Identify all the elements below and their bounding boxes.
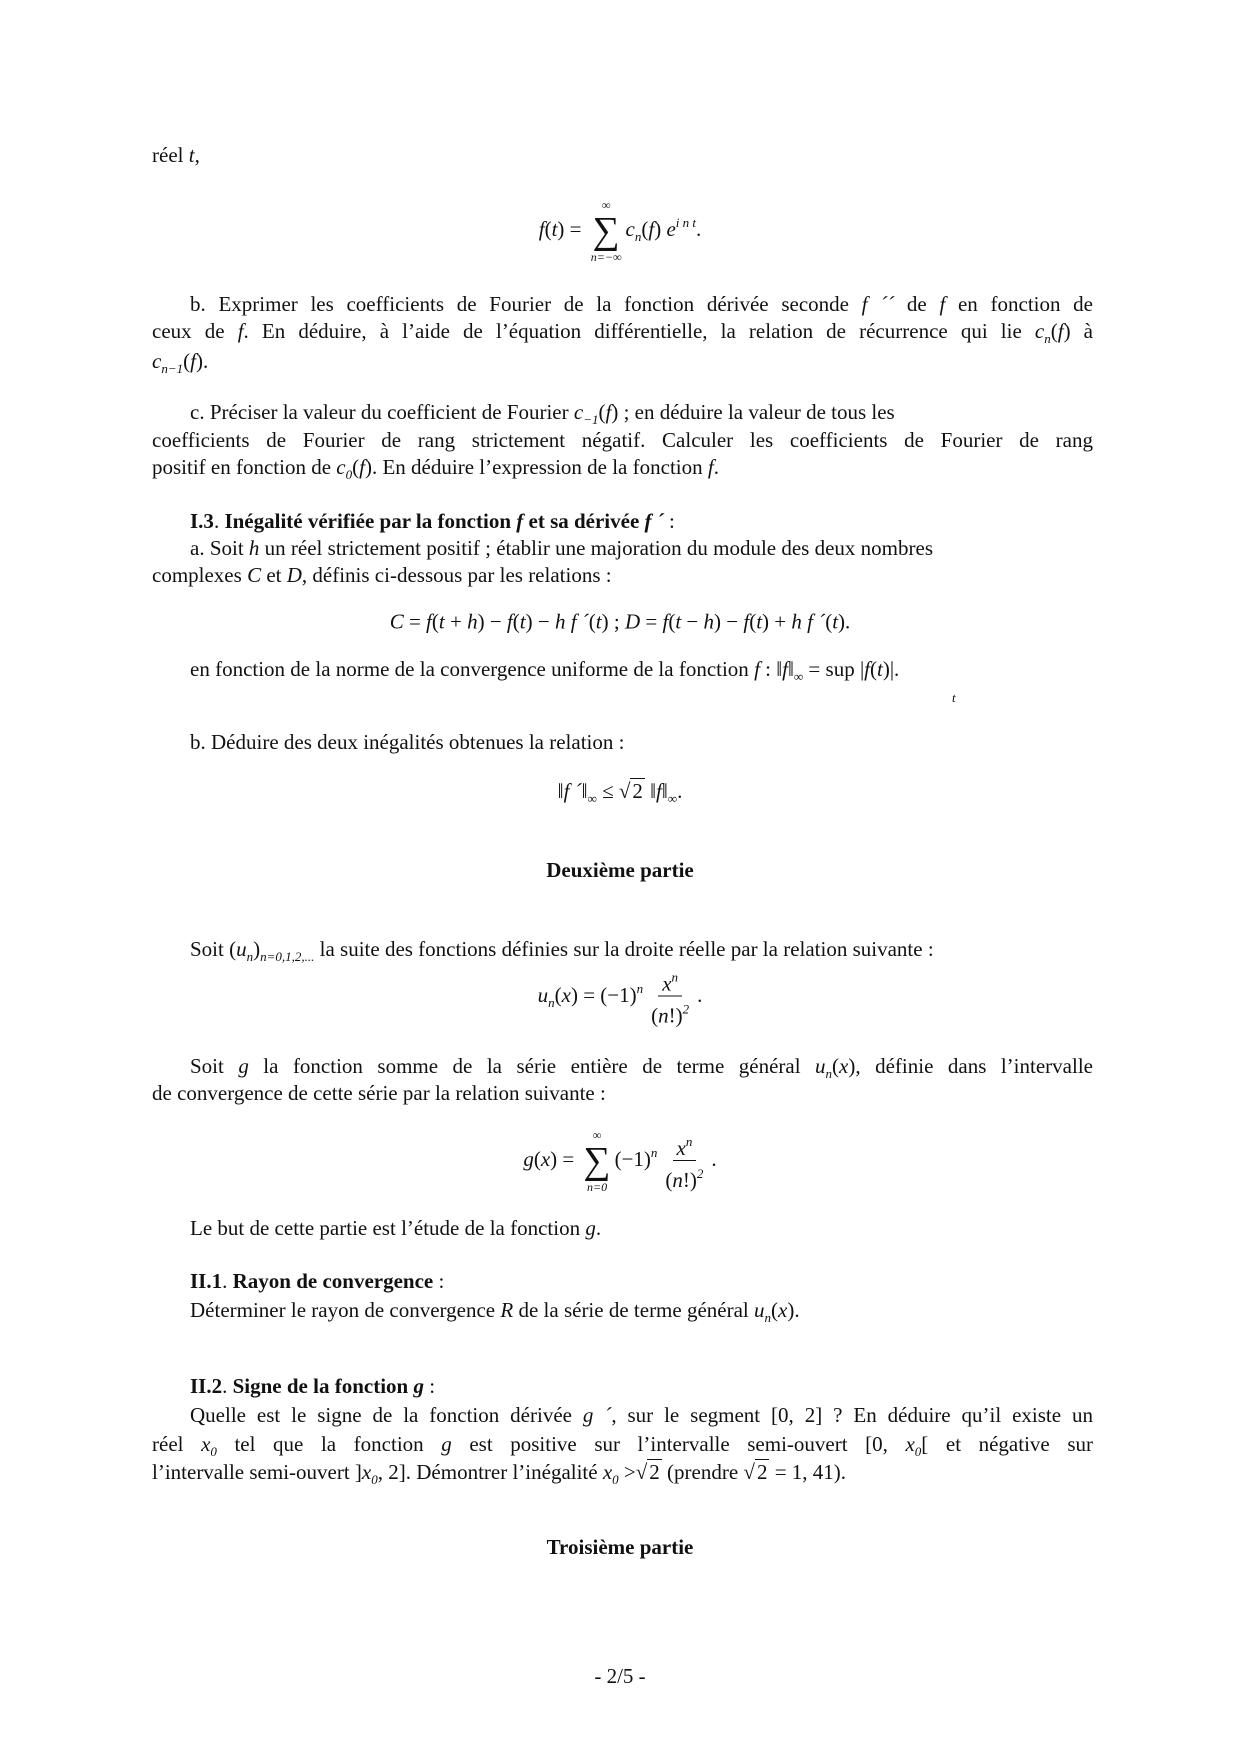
sum-lower-bound: n=0 <box>586 1180 608 1194</box>
text: = <box>640 609 663 634</box>
text: ‖ <box>581 779 588 803</box>
sigma-symbol: ∑ <box>592 210 620 252</box>
text: réel <box>152 1432 202 1456</box>
text: ( <box>431 609 439 634</box>
math-symbol: f ´´ <box>861 292 895 316</box>
math-symbol: f <box>656 779 662 803</box>
part-heading-deuxieme <box>0 856 1240 884</box>
text-line <box>152 1079 606 1107</box>
sum-upper-bound: ∞ <box>592 1128 602 1142</box>
superscript: n <box>671 969 679 985</box>
text: ( <box>598 400 606 424</box>
math-symbol: x <box>602 1460 613 1484</box>
text: = 1, 41). <box>769 1460 847 1484</box>
text: c. Préciser la valeur du coefficient de Fourier <box>190 400 574 424</box>
math-symbol: u <box>537 982 549 1007</box>
section-heading-2-1 <box>190 1267 444 1295</box>
text: ‖ <box>644 779 657 803</box>
text: ) − <box>525 609 555 634</box>
math-symbol: g <box>585 1216 596 1240</box>
math-symbol: C <box>247 563 262 587</box>
text: )|. <box>882 657 900 681</box>
math-symbol: e <box>666 216 676 241</box>
text-line <box>190 1296 800 1332</box>
text: = <box>403 609 427 634</box>
equation-g <box>0 1127 1240 1195</box>
equation-un <box>0 966 1240 1029</box>
subscript: ∞ <box>667 791 678 806</box>
superscript: n <box>650 1144 658 1160</box>
text: ( <box>641 216 649 241</box>
math-symbol: Troisième partie <box>546 1535 694 1559</box>
math-symbol: t <box>438 609 445 634</box>
subscript: 0 <box>345 467 353 482</box>
text: , définis ci-dessous par les relations : <box>301 563 612 587</box>
text: : <box>433 1269 445 1293</box>
text: . <box>222 1374 233 1398</box>
text-line <box>152 317 1093 353</box>
equation-fourier-series <box>0 197 1240 265</box>
text: . <box>713 455 719 479</box>
text: ) <box>654 216 667 241</box>
summation <box>591 197 622 265</box>
question-1-3-a <box>190 534 933 562</box>
math-symbol: f <box>237 319 244 343</box>
subscript: n=0,1,2,... <box>260 949 315 964</box>
math-symbol: g <box>238 1054 249 1078</box>
superscript: i n t <box>675 214 696 230</box>
math-symbol: f <box>359 455 365 479</box>
text: ceux de <box>152 319 238 343</box>
math-symbol: f ´ <box>644 509 664 533</box>
page-number: - 2/5 - <box>594 1664 646 1688</box>
text: en fonction de la norme de la convergence uniforme de la fonction <box>190 657 755 681</box>
math-symbol: f <box>538 216 545 241</box>
math-symbol: x <box>662 971 672 996</box>
subscript: 0 <box>914 1444 922 1459</box>
math-symbol: R <box>500 1298 514 1322</box>
radicand: 2 <box>649 1460 660 1484</box>
math-symbol: D <box>624 609 641 634</box>
summation <box>583 1127 610 1195</box>
text: ) − <box>477 609 507 634</box>
equation-norm-inequality <box>0 779 1240 807</box>
sum-upper-bound: ∞ <box>601 198 611 212</box>
math-symbol: g <box>413 1374 424 1398</box>
math-symbol: f <box>939 292 946 316</box>
text-line <box>152 1458 846 1494</box>
square-root <box>619 778 645 803</box>
text: , 2]. Démontrer l’inégalité <box>377 1460 603 1484</box>
text-line <box>190 1214 601 1242</box>
text: , <box>194 143 200 167</box>
math-symbol: x <box>201 1432 211 1456</box>
math-symbol: c <box>573 400 584 424</box>
fraction-numerator <box>673 1130 697 1161</box>
text: ( <box>352 455 360 479</box>
fraction-numerator <box>658 966 682 997</box>
math-symbol: f <box>743 609 750 634</box>
subscript: n−1 <box>161 361 184 376</box>
superscript: n <box>685 1133 693 1149</box>
math-symbol: Rayon de convergence <box>232 1269 434 1293</box>
text: a. Soit <box>190 536 249 560</box>
text: ‖ <box>661 779 668 803</box>
superscript: 2 <box>696 1165 704 1181</box>
text: ) ; <box>601 609 625 634</box>
text: positif en fonction de <box>152 455 337 479</box>
text: ( <box>651 1003 659 1028</box>
math-symbol: Signe de la fonction <box>232 1374 414 1398</box>
math-symbol: II.1 <box>190 1269 223 1293</box>
radicand: 2 <box>632 779 643 803</box>
subscript: −1 <box>583 412 599 427</box>
text: Quelle est le signe de la fonction dérivée <box>190 1403 583 1427</box>
text: complexes <box>152 563 248 587</box>
subscript: 0 <box>371 1472 378 1487</box>
text: de convergence de cette série par la relation suivante : <box>152 1081 606 1105</box>
text: : <box>663 509 675 533</box>
section-heading-2-2 <box>190 1372 435 1400</box>
text-line <box>152 453 719 489</box>
text: . <box>213 509 225 533</box>
text: ( <box>771 1298 779 1322</box>
math-symbol: f <box>864 657 870 681</box>
subscript: ∞ <box>793 669 804 684</box>
text: ( <box>749 609 757 634</box>
text: Le but de cette partie est l’étude de la fonction <box>190 1216 586 1240</box>
text: . <box>697 982 703 1007</box>
math-symbol: u <box>815 1054 826 1078</box>
math-symbol: t <box>756 609 763 634</box>
text: ( <box>665 1167 673 1192</box>
text: ≤ <box>596 779 619 803</box>
question-1-3-b <box>190 728 624 756</box>
text: Soit <box>190 1054 239 1078</box>
math-symbol: t <box>877 657 883 681</box>
text: − <box>681 609 704 634</box>
text: réel <box>152 143 189 167</box>
subscript: n <box>1044 331 1051 346</box>
math-symbol: x <box>839 1054 849 1078</box>
subscript: 0 <box>210 1444 217 1459</box>
text: ), définie dans l’intervalle <box>848 1054 1093 1078</box>
math-symbol: f ´ <box>563 779 582 803</box>
text: ). <box>195 349 209 373</box>
text: ) à <box>1063 319 1093 343</box>
text: ) = (−1) <box>570 982 637 1007</box>
text-line <box>190 1401 1093 1429</box>
text: (prendre <box>661 1460 744 1484</box>
section-heading-1-3 <box>190 507 675 535</box>
part-heading-troisieme <box>0 1533 1240 1561</box>
radical-sign: √ <box>635 1460 648 1484</box>
math-symbol: f <box>662 609 669 634</box>
text: un réel strictement positif ; établir une majoration du module des deux nombres <box>259 536 934 560</box>
text: de la série de terme général <box>513 1298 755 1322</box>
text: ) = <box>550 1146 580 1171</box>
text: ( <box>870 657 877 681</box>
math-symbol: C <box>389 609 404 634</box>
math-symbol: n <box>672 1167 683 1192</box>
text-line <box>152 426 1093 454</box>
subscript: n <box>764 1310 772 1325</box>
text: la fonction somme de la série entière de terme général <box>248 1054 816 1078</box>
text: (−1) <box>614 1146 651 1171</box>
text: ( <box>588 609 596 634</box>
text: ( <box>533 1146 541 1171</box>
math-symbol: h <box>248 536 260 560</box>
math-symbol: x <box>905 1432 915 1456</box>
text: ) − <box>714 609 744 634</box>
text: = sup | <box>803 657 865 681</box>
math-symbol: f <box>426 609 432 634</box>
text: ( <box>1050 319 1058 343</box>
math-symbol: g <box>441 1432 452 1456</box>
math-symbol: f <box>754 657 760 681</box>
math-symbol: t <box>675 609 682 634</box>
subscript: n <box>548 994 555 1010</box>
math-symbol: t <box>832 609 839 634</box>
text: . <box>595 1216 602 1240</box>
math-symbol: I.3 <box>190 509 214 533</box>
text: ‖ <box>557 779 564 803</box>
math-symbol: t <box>595 609 602 634</box>
text-line <box>190 655 899 691</box>
math-symbol: x <box>676 1135 686 1160</box>
sum-lower-bound: n=−∞ <box>590 250 622 264</box>
text-line <box>152 141 200 169</box>
text: ) = <box>557 216 587 241</box>
text: , sur le segment [0, 2] ? En déduire qu’il existe un <box>611 1403 1093 1427</box>
square-root <box>636 1459 662 1484</box>
text: . <box>677 779 683 803</box>
superscript: n <box>636 980 644 996</box>
subscript: 0 <box>612 1472 619 1487</box>
math-symbol: u <box>236 937 247 961</box>
math-symbol: t <box>519 609 526 634</box>
subscript: ∞ <box>587 791 597 806</box>
math-symbol: c <box>152 349 162 373</box>
math-symbol: t <box>188 143 195 167</box>
sigma-symbol: ∑ <box>583 1140 611 1182</box>
math-symbol: Deuxième partie <box>546 858 694 882</box>
math-symbol: h <box>467 609 478 634</box>
math-symbol: et sa dérivée <box>523 509 645 533</box>
math-symbol: f <box>506 609 513 634</box>
text: + <box>444 609 468 634</box>
text: : <box>423 1374 436 1398</box>
text: . <box>696 216 702 241</box>
subscript: n <box>246 949 254 964</box>
text: : ‖ <box>759 657 783 681</box>
text: b. Déduire des deux inégalités obtenues la relation : <box>190 730 625 754</box>
math-symbol: x <box>778 1298 788 1322</box>
fraction-denominator <box>647 997 693 1029</box>
text: ( <box>668 609 676 634</box>
math-symbol: f <box>782 657 788 681</box>
fraction <box>647 966 693 1029</box>
text: ( <box>512 609 520 634</box>
text: de <box>894 292 940 316</box>
text: ( <box>554 982 562 1007</box>
text: la suite des fonctions définies sur la droite réelle par la relation suivante : <box>314 937 934 961</box>
text-line <box>152 561 612 589</box>
superscript: 2 <box>682 1001 690 1017</box>
math-symbol: g ´ <box>582 1403 612 1427</box>
text: Déterminer le rayon de convergence <box>190 1298 501 1322</box>
text: . <box>711 1146 717 1171</box>
radical-sign: √ <box>618 779 631 803</box>
text: l’intervalle semi-ouvert ] <box>152 1460 362 1484</box>
math-symbol: x <box>561 982 571 1007</box>
subscript: n <box>825 1066 833 1081</box>
math-symbol: h f ´ <box>554 609 589 634</box>
text: . En déduire, à l’aide de l’équation différentielle, la relation de récurrence qui lie <box>243 319 1035 343</box>
text: ( <box>544 216 552 241</box>
math-symbol: f <box>190 349 196 373</box>
math-symbol: f <box>1057 319 1064 343</box>
text: . <box>222 1269 233 1293</box>
text: > <box>618 1460 636 1484</box>
text: ) <box>253 937 261 961</box>
square-root <box>743 1459 769 1484</box>
math-symbol: c <box>625 216 635 241</box>
sup-subscript: t <box>952 690 956 705</box>
math-symbol: u <box>754 1298 765 1322</box>
math-symbol: c <box>1034 319 1045 343</box>
text: ). <box>787 1298 800 1322</box>
radicand: 2 <box>756 1460 768 1484</box>
text: [ et négative sur <box>921 1432 1093 1456</box>
text: ) + <box>762 609 792 634</box>
math-symbol: f <box>516 509 524 533</box>
math-symbol: h f ´ <box>791 609 826 634</box>
text: en fonction de <box>945 292 1094 316</box>
math-symbol: f <box>648 216 655 241</box>
text: ( <box>183 349 191 373</box>
math-symbol: II.2 <box>190 1374 223 1398</box>
text: tel que la fonction <box>216 1432 442 1456</box>
math-symbol: f <box>707 455 714 479</box>
text: !) <box>682 1167 697 1192</box>
math-symbol: Inégalité vérifiée par la fonction <box>224 509 517 533</box>
text: ). <box>838 609 851 634</box>
math-symbol: c <box>336 455 346 479</box>
math-symbol: x <box>361 1460 372 1484</box>
math-symbol: h <box>703 609 714 634</box>
math-symbol: f <box>605 400 612 424</box>
subscript: n <box>634 228 642 244</box>
question-1-2-b <box>190 290 1093 318</box>
math-symbol: n <box>658 1003 669 1028</box>
math-symbol: D <box>286 563 302 587</box>
text-line <box>152 347 208 383</box>
radical-sign: √ <box>743 1460 755 1484</box>
text: coefficients de Fourier de rang strictement négatif. Calculer les coefficients de Fourier de rang <box>152 428 1093 452</box>
fraction <box>661 1130 707 1193</box>
text: ( <box>832 1054 840 1078</box>
text: Soit ( <box>190 937 237 961</box>
math-symbol: g <box>523 1146 534 1171</box>
math-symbol: x <box>540 1146 551 1171</box>
text: ) ; en déduire la valeur de tous les <box>611 400 895 424</box>
text: est positive sur l’intervalle semi-ouvert [0, <box>451 1432 906 1456</box>
text: et <box>261 563 287 587</box>
text: !) <box>668 1003 683 1028</box>
text: ( <box>825 609 833 634</box>
text: ‖ <box>787 657 794 681</box>
text: b. Exprimer les coefficients de Fourier de la fonction dérivée seconde <box>190 292 862 316</box>
equation-c-d <box>0 610 1240 635</box>
math-symbol: t <box>551 216 558 241</box>
fraction-denominator <box>661 1161 707 1193</box>
text: ). En déduire l’expression de la fonction <box>364 455 708 479</box>
